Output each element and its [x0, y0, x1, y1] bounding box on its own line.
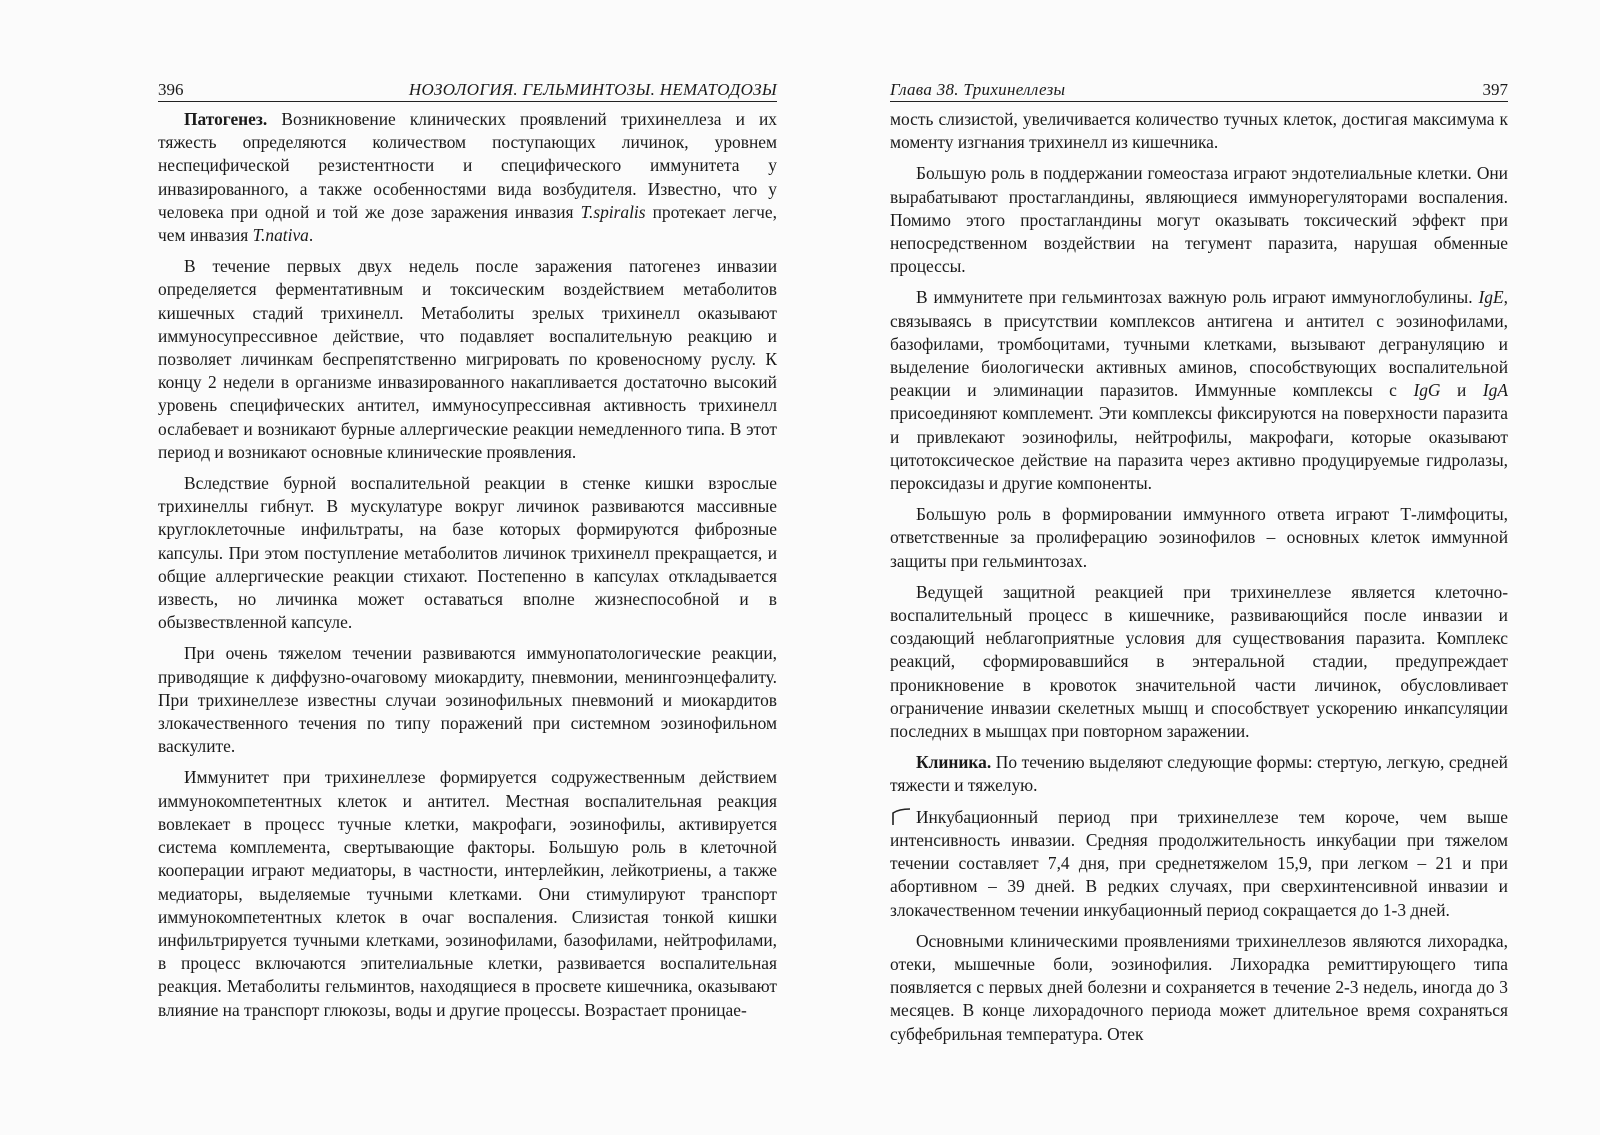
paragraph: Большую роль в формировании иммунного ответа играют Т-лимфоциты, ответственные за пролиферацию эозинофилов – основных клеток иммунной защиты при гельминтозах.: [890, 504, 1508, 571]
right-page-body: [890, 108, 1508, 1046]
paragraph-text: По течению выделяют следующие формы: стертую, легкую, средней тяжести и тяжелую.: [890, 752, 1508, 796]
paragraph-text: протекает легче, чем инвазия: [158, 201, 777, 246]
section-heading-clinic: Клиника.: [916, 752, 992, 773]
paragraph: Ведущей защитной реакцией при трихинеллезе является клеточно-воспалительный процесс в кишечнике, развивающийся после инвазии и создающий неблагоприятные условия для существования паразита. Комплекс реакций, сформировавшийся в энтеральной стадии, предупреждает проникновение в кровоток значительной части личинок, обусловливает ограничение инвазии скелетных мышц и способствует ускорению инкапсуляции последних в мышцах при повторном заражении.: [890, 581, 1508, 742]
left-page: [158, 80, 777, 1022]
paragraph-continuation: мость слизистой, увеличивается количество тучных клеток, достигая максимума к моменту изгнания трихинелл из кишечника.: [890, 109, 1508, 153]
immunoglobulin-name: IgG: [1413, 380, 1441, 401]
paragraph-clinic: [890, 751, 1508, 797]
paragraph: Иммунитет при трихинеллезе формируется содружественным действием иммунокомпетентных клеток и антител. Местная воспалительная реакция вовлекает в процесс тучные клетки, макрофаги, эозинофилы, активируется система комплемента, свертывающие факторы. Большую роль в клеточной кооперации играют медиаторы, в частности, интерлейкин, лейкотриены, а также медиаторы, выделяемые тучными клетками. Они стимулируют транспорт иммунокомпетентных клеток в очаг воспаления. Слизистая тонкой кишки инфильтрируется тучными клетками, эозинофилами, базофилами, нейтрофилами, в процесс включаются эпителиальные клетки, развивается воспалительная реакция. Метаболиты гельминтов, находящиеся в просвете кишечника, оказывают влияние на транспорт глюкозы, воды и другие процессы. Возрастает проницае-: [158, 767, 777, 1020]
paragraph: В течение первых двух недель после заражения патогенез инвазии определяется ферментативным и токсическим воздействием метаболитов кишечных стадий трихинелл. Метаболиты зрелых трихинелл оказывают иммуносупрессивное действие, что подавляет воспалительную реакцию и позволяет личинкам беспрепятственно мигрировать по кровеносному руслу. К концу 2 недели в организме инвазированного накапливается достаточно высокий уровень специфических антител, иммуносупрессивная активность трихинелл ослабевает и возникают бурные аллергические реакции немедленного типа. В этот период и возникают основные клинические проявления.: [158, 256, 777, 462]
species-name: T.nativa: [252, 225, 309, 246]
paragraph-text: .: [308, 225, 314, 246]
paragraph-pathogenesis: [158, 108, 777, 247]
paragraph-text: присоединяют комплемент. Эти комплексы фиксируются на поверхности паразита и привлекают эозинофилы, нейтрофилы, макрофаги, которые оказывают цитотоксическое действие на паразита через активно продуцируемые гидролазы, пероксидазы и другие компоненты.: [890, 403, 1508, 494]
running-title: Глава 38. Трихинеллезы: [890, 80, 1066, 99]
immunoglobulin-name: IgA: [1482, 380, 1508, 401]
running-title: НОЗОЛОГИЯ. ГЕЛЬМИНТОЗЫ. НЕМАТОДОЗЫ: [408, 80, 777, 99]
paragraph: Основными клиническими проявлениями трихинеллезов являются лихорадка, отеки, мышечные боли, эозинофилия. Лихорадка ремиттирующего типа появляется с первых дней болезни и сохраняется в течение 2-3 недель, иногда до 3 месяцев. В конце лихорадочного периода может длительное время сохраняться субфебрильная температура. Отек: [890, 930, 1508, 1044]
right-page: [890, 80, 1508, 1046]
left-page-body: [158, 108, 777, 1022]
immunoglobulin-name: IgE: [1478, 287, 1504, 308]
section-heading-pathogenesis: Патогенез.: [184, 109, 268, 129]
left-running-head: [158, 80, 777, 102]
paragraph-text: Возникновение клинических проявлений трихинеллеза и их тяжесть определяются количеством поступающих личинок, уровнем неспецифической резистентности и специфического иммунитета у инвазированного, а также особенностями вида возбудителя. Известно, что у человека при одной и той же дозе заражения инвазия: [158, 109, 777, 222]
pencil-bracket-mark-icon: [890, 808, 912, 826]
paragraph-incubation: [890, 806, 1508, 922]
paragraph-text: В иммунитете при гельминтозах важную роль играют иммуноглобулины.: [916, 287, 1479, 308]
right-running-head: [890, 80, 1508, 102]
paragraph: При очень тяжелом течении развиваются иммунопатологические реакции, приводящие к диффузно-очаговому миокардиту, пневмонии, менингоэнцефалиту. При трихинеллезе известны случаи эозинофильных пневмоний и миокардитов злокачественного течения по типу поражений при системном эозинофильном васкулите.: [158, 643, 777, 757]
paragraph-text: и: [1440, 380, 1483, 401]
paragraph-immunoglobulins: [890, 286, 1508, 495]
paragraph: Большую роль в поддержании гомеостаза играют эндотелиальные клетки. Они вырабатывают простагландины, являющиеся иммунорегуляторами воспаления. Помимо этого простагландины могут оказывать токсический эффект при непосредственном воздействии на тегумент паразита, нарушая обменные процессы.: [890, 163, 1508, 277]
paragraph: Вследствие бурной воспалительной реакции в стенке кишки взрослые трихинеллы гибнут. В мускулатуре вокруг личинок развиваются массивные круглоклеточные инфильтраты, на базе которых формируются фиброзные капсулы. При этом поступление метаболитов личинок трихинелл прекращается, и общие аллергические реакции стихают. Постепенно в капсулах откладывается известь, но личинка может оставаться вполне жизнеспособной и в обызвествленной капсуле.: [158, 473, 777, 633]
paragraph-text: , связываясь в присутствии комплексов антигена и антител с эозинофилами, базофилами, тромбоцитами, тучными клетками, вызывают дегрануляцию и выделение биологически активных аминов, способствующих воспалительной реакции и элиминации паразитов. Иммунные комплексы с: [890, 287, 1508, 401]
page-number: 396: [158, 80, 184, 99]
species-name: T.spiralis: [580, 201, 646, 222]
paragraph-text: Инкубационный период при трихинеллезе тем короче, чем выше интенсивность инвазии. Средняя продолжительность инкубации при тяжелом течении составляет 7,4 дня, при среднетяжелом 15,9, при легком – 21 и при абортивном – 39 дней. В редких случаях, при сверхинтенсивной инвазии и злокачественном течении инкубационный период сокращается до 1-3 дней.: [890, 806, 1508, 920]
page-number: 397: [1482, 80, 1508, 99]
